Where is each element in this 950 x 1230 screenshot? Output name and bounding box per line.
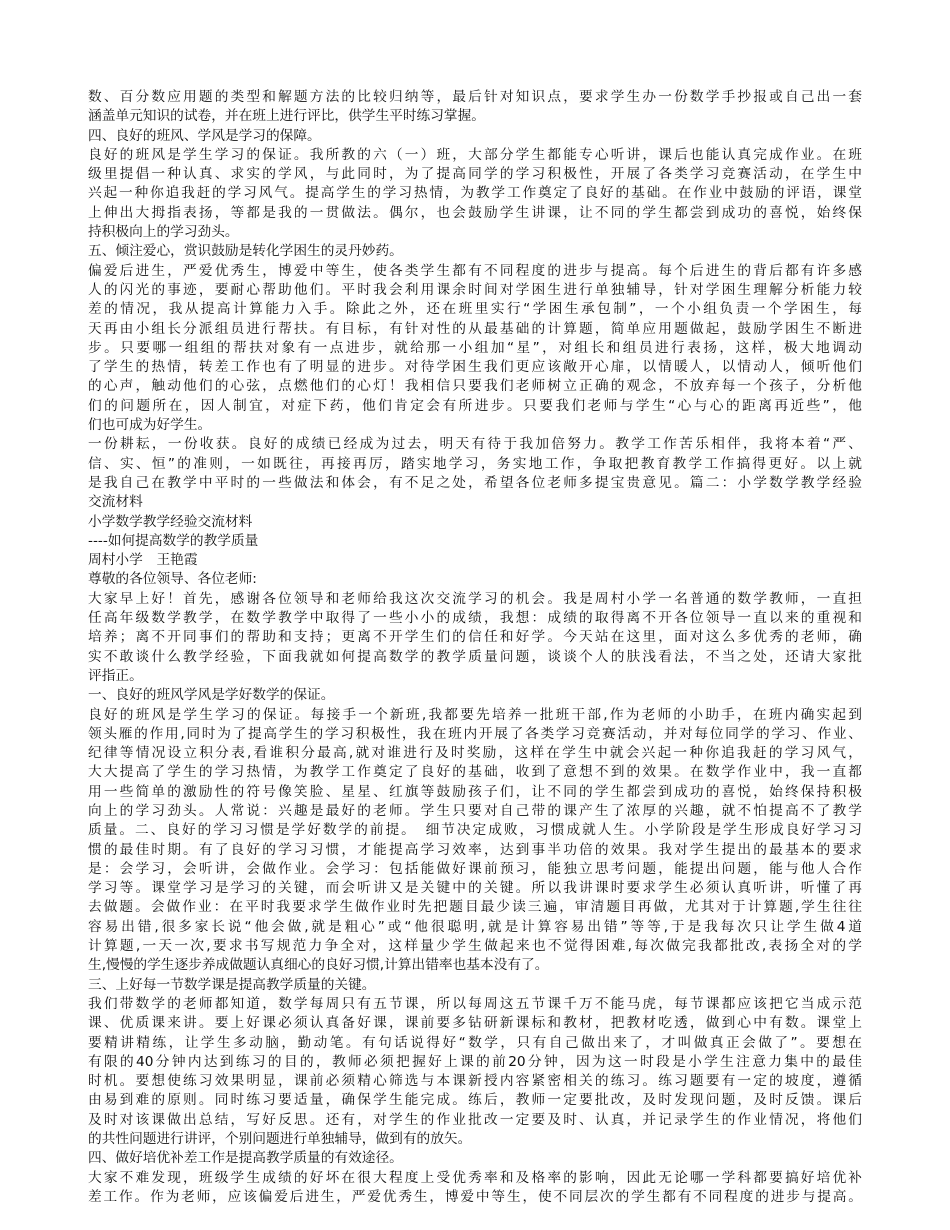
text-line: 大家早上好！首先，感谢各位领导和老师给我这次交流学习的机会。我是周村小学一名普通的数学教师，一直担: [88, 590, 862, 607]
text-line: 学习等。课堂学习是学习的关键，而会听讲又是关键中的关键。所以我讲课时要求学生必须认真听讲，听懂了再: [88, 880, 862, 897]
text-line: 大家不难发现，班级学生成绩的好坏在很大程度上受优秀率和及格率的影响，因此无论哪一学科都要搞好培优补: [88, 1169, 862, 1186]
text-line: 课、优质课来讲。要上好课必须认真备好课，课前要多钻研新课标和教材，把教材吃透，做到心中有数。课堂上: [88, 1015, 862, 1032]
text-line: 偏爱后进生，严爱优秀生，博爱中等生，使各类学生都有不同程度的进步与提高。每个后进生的背后都有许多感: [88, 262, 862, 279]
text-line: 人的闪光的事迹，要耐心帮助他们。平时我会利用课余时间对学困生进行单独辅导，针对学困生理解分析能力较: [88, 281, 862, 298]
text-line: 实不敢谈什么教学经验，下面我就如何提高数学的教学质量问题，谈谈个人的肤浅看法，不当之处，还请大家批: [88, 648, 862, 665]
text-line: 差的情况，我从提高计算能力入手。除此之外，还在班里实行“学困生承包制”，一个小组负责一个学困生，每: [88, 301, 862, 318]
text-line: 们也可成为好学生。: [88, 417, 212, 434]
text-line: 良好的班风是学生学习的保证。每接手一个新班,我都要先培养一批班干部,作为老师的小助手，在班内确实起到: [88, 706, 862, 723]
text-line: 一、良好的班风学风是学好数学的保证。: [88, 687, 335, 704]
text-line: 五、倾注爱心，赏识鼓励是转化学困生的灵丹妙药。: [88, 243, 403, 260]
text-line: 是：会学习，会听讲，会做作业。会学习：包括能做好课前预习，能独立思考问题，能提出问题，能与他人合作: [88, 860, 862, 877]
text-line: 的心声，触动他们的心弦，点燃他们的心灯！我相信只要我们老师树立正确的观念，不放弃每一个孩子，分析他: [88, 378, 862, 395]
text-line: 差工作。作为老师，应该偏爱后进生，严爱优秀生，博爱中等生，使不同层次的学生都有不同程度的进步与提高。: [88, 1188, 862, 1205]
text-line: 惯的最佳时期。有了良好的学习习惯，才能提高学习效率，达到事半功倍的效果。我对学生提出的最基本的要求: [88, 841, 862, 858]
text-line: 尊敬的各位领导、各位老师:: [88, 571, 257, 588]
text-line: 兴起一种你追我赶的学习风气。提高学生的学习热情，为教学工作奠定了良好的基础。在作业中鼓励的评语，课堂: [88, 185, 862, 202]
text-line: 时机。要想使练习效果明显，课前必须精心筛选与本课新授内容紧密相关的练习。练习题要有一定的坡度，遵循: [88, 1073, 862, 1090]
text-line: 任高年级数学教学，在数学教学中取得了一些小小的成绩，我想：成绩的取得离不开各位领导一直以来的重视和: [88, 610, 862, 627]
text-line: 步。只要哪一组组的帮扶对象有一点进步，就给那一小组加“星”，对组长和组员进行表扬，这样，极大地调动: [88, 339, 862, 356]
text-line: 生,慢慢的学生逐步养成做题认真细心的良好习惯,计算出错率也基本没有了。: [88, 957, 549, 974]
text-line: 要精讲精练，让学生多动脑，勤动笔。有句话说得好“数学，只有自己做出来了，才叫做真正会做了”。要想在: [88, 1034, 862, 1051]
text-line: 有限的40分钟内达到练习的目的，教师必须把握好上课的前20分钟，因为这一时段是小学生注意力集中的最佳: [88, 1053, 862, 1070]
text-line: 周村小学 王艳霞: [88, 552, 198, 569]
text-line: 由易到难的原则。同时练习要适量，确保学生能完成。练后，教师一定要批改，及时发现问题，及时反馈。课后: [88, 1092, 862, 1109]
text-line: 涵盖单元知识的试卷，并在班上进行评比，供学生平时练习掌握。: [88, 108, 485, 125]
text-line: 了学生的热情，转差工作也有了明显的进步。对待学困生我们更应该敞开心扉，以情暖人，以情动人，倾听他们: [88, 359, 862, 376]
text-line: 信、实、恒”的准则，一如既往，再接再厉，踏实地学习，务实地工作，争取把教育教学工作搞得更好。以上就: [88, 455, 862, 472]
text-line: 我们带数学的老师都知道，数学每周只有五节课，所以每周这五节课千万不能马虎，每节课都应该把它当成示范: [88, 995, 862, 1012]
text-line: 领头雁的作用,同时为了提高学生的学习积极性，我在班内开展了各类学习竞赛活动，并对每位同学的学习、作业、: [88, 725, 862, 742]
text-line: 计算题,一天一次,要求书写规范力争全对，这样量少学生做起来也不觉得困难,每次做完我都批改,表扬全对的学: [88, 938, 862, 955]
text-line: 向上的学习劲头。人常说：兴趣是最好的老师。学生只要对自己带的课产生了浓厚的兴趣，就不怕提高不了教学: [88, 802, 862, 819]
text-line: 一份耕耘，一份收获。良好的成绩已经成为过去，明天有待于我加倍努力。教学工作苦乐相伴，我将本着“严、: [88, 436, 862, 453]
text-line: ----如何提高数学的教学质量: [88, 532, 259, 549]
text-line: 评指正。: [88, 667, 143, 684]
text-line: 及时对该课做出总结，写好反思。还有，对学生的作业批改一定要及时、认真，并记录学生的作业情况，将他们: [88, 1111, 862, 1128]
text-line: 纪律等情况设立积分表,看谁积分最高,就对谁进行及时奖励，这样在学生中就会兴起一种你追我赶的学习风气，: [88, 745, 862, 762]
text-line: 良好的班风是学生学习的保证。我所教的六（一）班，大部分学生都能专心听讲，课后也能认真完成作业。在班: [88, 146, 862, 163]
text-line: 上伸出大拇指表扬，等都是我的一贯做法。偶尔，也会鼓励学生讲课，让不同的学生都尝到成功的喜悦，始终保: [88, 204, 862, 221]
text-line: 小学数学教学经验交流材料: [88, 513, 253, 530]
text-line: 数、百分数应用题的类型和解题方法的比较归纳等，最后针对知识点，要求学生办一份数学手抄报或自己出一套: [88, 89, 862, 105]
text-line: 们的问题所在，因人制宜，对症下药，他们肯定会有所进步。只要我们老师与学生“心与心的距离再近些”，他: [88, 397, 862, 414]
text-line: 去做题。会做作业：在平时我要求学生做作业时先把题目最少读三遍，审清题目再做，尤其对于计算题,学生往往: [88, 899, 862, 916]
text-line: 大大提高了学生的学习热情，为教学工作奠定了良好的基础，收到了意想不到的效果。在数学作业中，我一直都: [88, 764, 862, 781]
text-line: 是我自己在教学中平时的一些做法和体会，有不足之处，希望各位老师多提宝贵意见。篇二：小学数学教学经验: [88, 474, 862, 491]
text-line: 用一些简单的激励性的符号像笑脸、星星、红旗等鼓励孩子们，让不同的学生都尝到成功的喜悦，始终保持积极: [88, 783, 862, 800]
text-line: 交流材料: [88, 494, 143, 511]
text-line: 四、做好培优补差工作是提高教学质量的有效途径。: [88, 1150, 403, 1167]
text-line: 四、良好的班风、学风是学习的保障。: [88, 127, 321, 144]
text-line: 持积极向上的学习劲头。: [88, 224, 239, 241]
text-line: 培养；离不开同事们的帮助和支持；更离不开学生们的信任和好学。今天站在这里，面对这么多优秀的老师，确: [88, 629, 862, 646]
text-line: 容易出错,很多家长说“他会做,就是粗心”或“他很聪明,就是计算容易出错”等等,于是我每次只让学生做4道: [88, 918, 862, 935]
text-line: 级里提倡一种认真、求实的学风，与此同时，为了提高同学的学习积极性，开展了各类学习竞赛活动，在学生中: [88, 166, 862, 183]
text-line: 天再由小组长分派组员进行帮扶。有目标，有针对性的从最基础的计算题，简单应用题做起，鼓励学困生不断进: [88, 320, 862, 337]
document-body: [88, 88, 862, 1207]
text-line: 的共性问题进行讲评，个别问题进行单独辅导，做到有的放矢。: [88, 1131, 472, 1148]
text-line: 三、上好每一节数学课是提高教学质量的关键。: [88, 976, 376, 993]
text-line: 质量。二、良好的学习习惯是学好数学的前提。 细节决定成败，习惯成就人生。小学阶段是学生形成良好学习习: [88, 822, 862, 839]
